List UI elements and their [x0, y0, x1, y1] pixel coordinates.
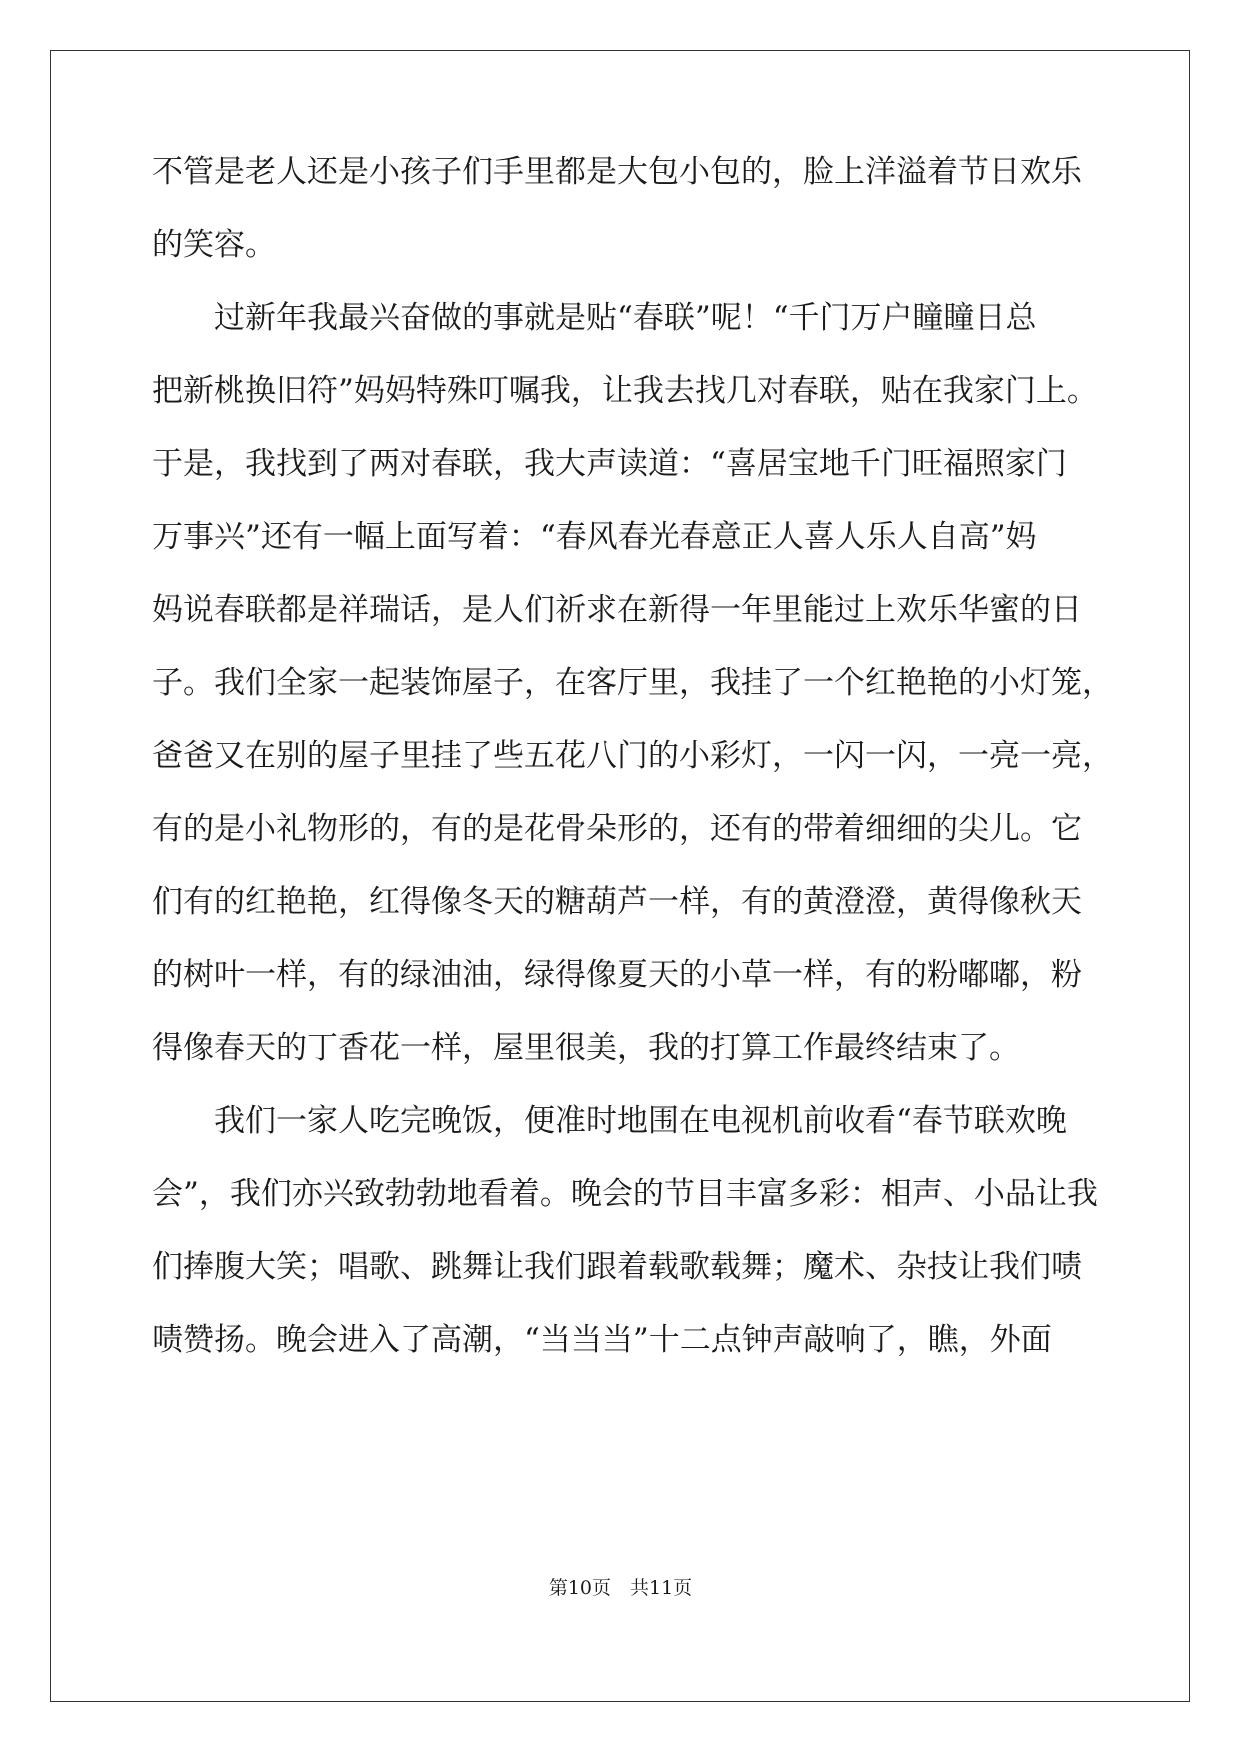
page-number-footer: 第10页 共11页: [548, 1577, 693, 1599]
text-line: 我们一家人吃完晚饭，便准时地围在电视机前收看“春节联欢晚: [152, 1103, 1067, 1139]
text-line: 有的是小礼物形的，有的是花骨朵形的，还有的带着细细的尖儿。它: [152, 811, 1082, 847]
text-line: 们捧腹大笑；唱歌、跳舞让我们跟着载歌载舞；魔术、杂技让我们啧: [152, 1249, 1082, 1285]
text-line: 的树叶一样，有的绿油油，绿得像夏天的小草一样，有的粉嘟嘟，粉: [152, 957, 1082, 993]
text-line: 们有的红艳艳，红得像冬天的糖葫芦一样，有的黄澄澄，黄得像秋天: [152, 884, 1082, 920]
text-line: 爸爸又在别的屋子里挂了些五花八门的小彩灯，一闪一闪，一亮一亮，: [152, 738, 1113, 774]
text-line: 会”，我们亦兴致勃勃地看着。晚会的节目丰富多彩：相声、小品让我: [152, 1176, 1098, 1212]
text-line: 妈说春联都是祥瑞话，是人们祈求在新得一年里能过上欢乐华蜜的日: [152, 592, 1082, 628]
text-line: 过新年我最兴奋做的事就是贴“春联”呢！“千门万户瞳瞳日总: [152, 300, 1037, 336]
text-line: 于是，我找到了两对春联，我大声读道：“喜居宝地千门旺福照家门: [152, 446, 1067, 482]
text-line: 子。我们全家一起装饰屋子，在客厅里，我挂了一个红艳艳的小灯笼，: [152, 665, 1113, 701]
text-line: 得像春天的丁香花一样，屋里很美，我的打算工作最终结束了。: [152, 1030, 1020, 1066]
text-line: 的笑容。: [152, 227, 276, 263]
text-line: 把新桃换旧符”妈妈特殊叮嘱我，让我去找几对春联，贴在我家门上。: [152, 373, 1098, 409]
text-line: 不管是老人还是小孩子们手里都是大包小包的，脸上洋溢着节日欢乐: [152, 154, 1082, 190]
text-line: 万事兴”还有一幅上面写着：“春风春光春意正人喜人乐人自高”妈: [152, 519, 1037, 555]
text-line: 啧赞扬。晚会进入了高潮，“当当当”十二点钟声敲响了，瞧，外面: [152, 1322, 1052, 1358]
